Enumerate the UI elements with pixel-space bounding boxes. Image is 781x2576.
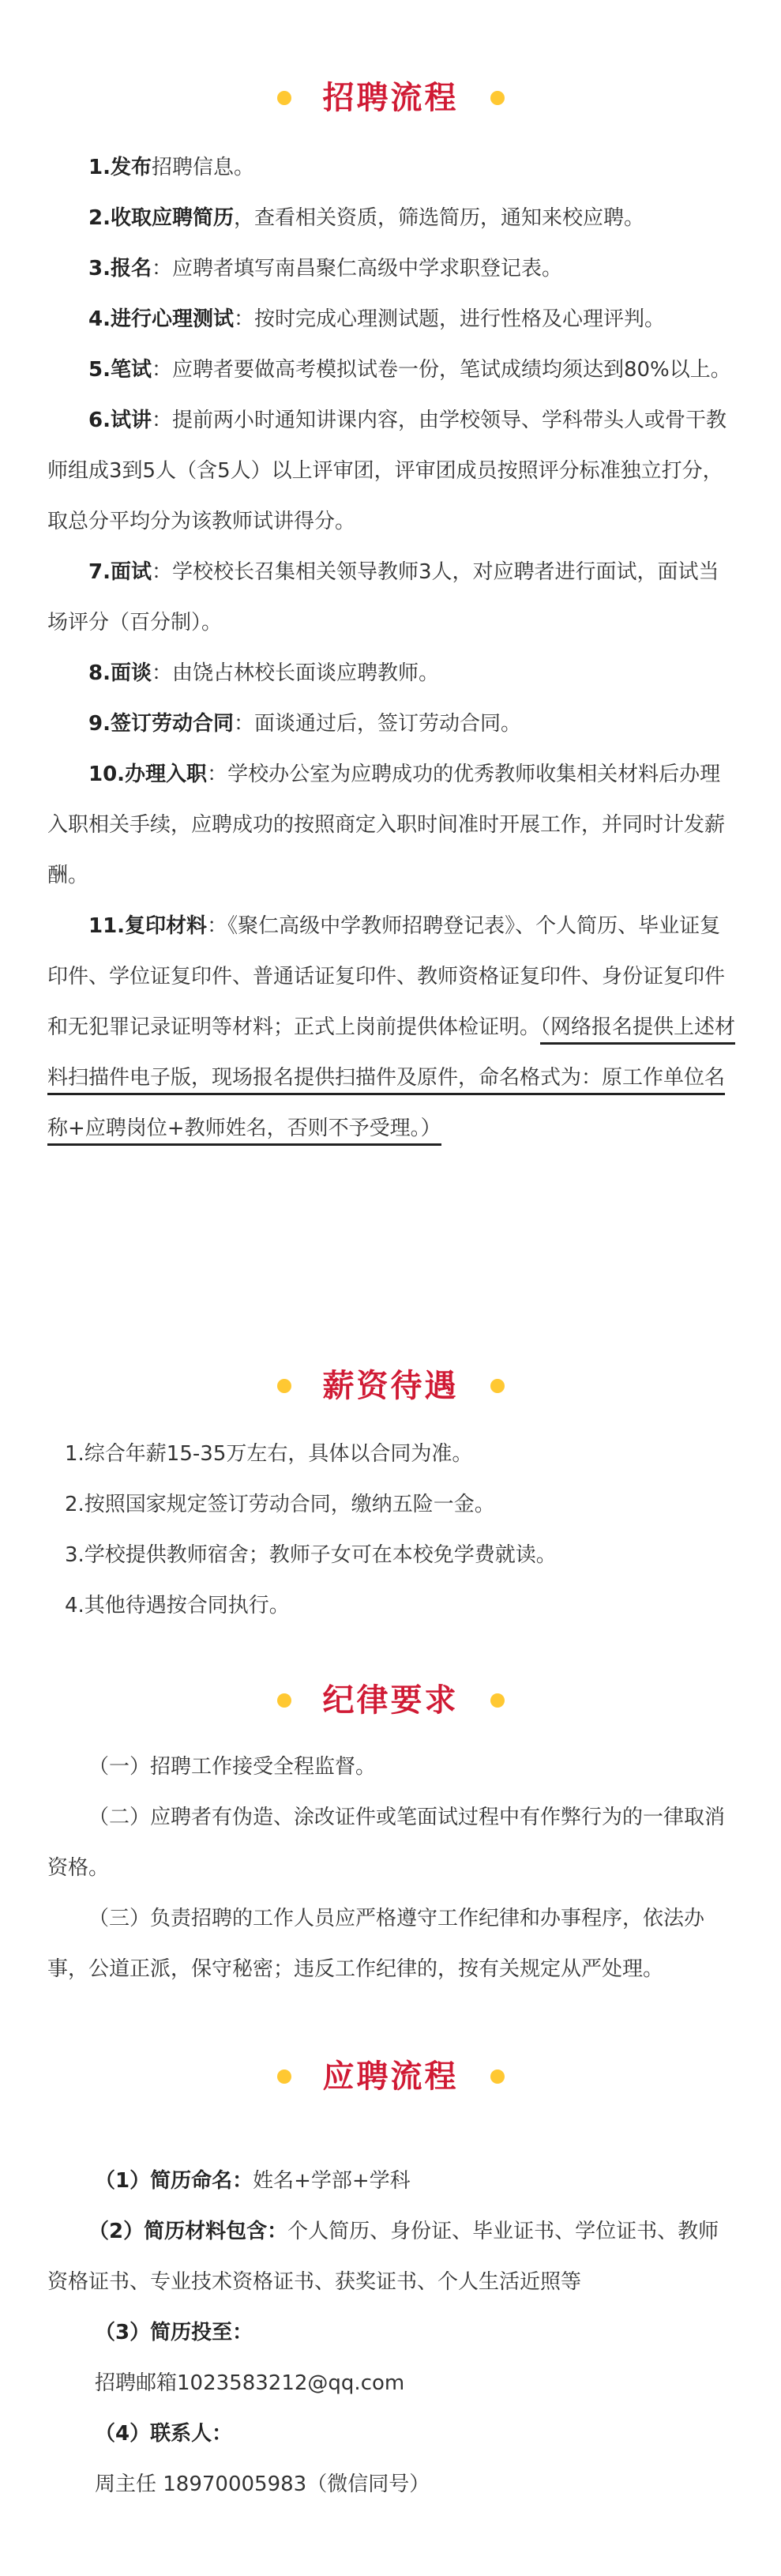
salary-list: [65, 1429, 744, 1631]
process-steps: [47, 142, 738, 1154]
process-step: [47, 699, 738, 749]
section-title: 招聘流程: [322, 80, 459, 116]
bullet-dot-icon: [277, 1693, 291, 1708]
process-step: [47, 547, 738, 648]
bullet-dot-icon: [277, 91, 291, 105]
process-step: [47, 395, 738, 547]
field-label: （1）简历命名：: [95, 2169, 253, 2193]
process-step: [47, 345, 738, 395]
step-text: ：由饶占林校长面谈应聘教师。: [151, 661, 439, 685]
step-text: ，查看相关资质，筛选简历，通知来校应聘。: [233, 206, 644, 230]
resume-materials: [47, 2206, 738, 2307]
step-label: 4.进行心理测试: [88, 307, 234, 331]
step-label: 9.签订劳动合同: [88, 712, 234, 736]
field-label: （2）简历材料包含：: [88, 2220, 288, 2243]
field-label: （4）联系人：: [95, 2422, 233, 2446]
section-heading-apply: [0, 2053, 781, 2100]
step-label: 2.收取应聘简历: [88, 206, 234, 230]
step-label: 10.办理入职: [88, 763, 208, 786]
bullet-dot-icon: [490, 1379, 505, 1393]
bullet-dot-icon: [490, 2069, 505, 2084]
bullet-dot-icon: [277, 1379, 291, 1393]
step-text: 招聘信息。: [151, 156, 254, 179]
step-label: 5.笔试: [88, 358, 152, 382]
field-value: 个人简历、身份证、毕业证书、学位证书、教师资格证书、专业技术资格证书、获奖证书、个人生活近照等: [47, 2220, 719, 2294]
step-text: ：提前两小时通知讲课内容，由学校领导、学科带头人或骨干教师组成3到5人（含5人）以上评审团，评审团成员按照评分标准独立打分，取总分平均分为该教师试讲得分。: [47, 409, 727, 533]
resume-naming: [47, 2156, 738, 2206]
process-note: （网络报名提供上述材料扫描件电子版，现场报名提供扫描件及原件，命名格式为：原工作单位名称+应聘岗位+教师姓名，否则不予受理。）: [47, 1015, 735, 1146]
list-item: （二）应聘者有伪造、涂改证件或笔面试过程中有作弊行为的一律取消资格。: [47, 1806, 726, 1880]
apply-info: [47, 2156, 738, 2510]
section-title: 纪律要求: [322, 1682, 459, 1719]
process-step: [47, 648, 738, 699]
list-item: （一）招聘工作接受全程监督。: [88, 1755, 377, 1779]
section-title: 薪资待遇: [322, 1368, 459, 1404]
bullet-dot-icon: [277, 2069, 291, 2084]
contact-label: [47, 2408, 738, 2459]
step-text: ：面谈通过后，签订劳动合同。: [233, 712, 521, 736]
process-step: [47, 142, 738, 193]
list-item: 4.其他待遇按合同执行。: [65, 1594, 290, 1618]
process-step: [47, 294, 738, 345]
process-step: [47, 901, 738, 1154]
step-label: 6.试讲: [88, 409, 152, 432]
discipline-list: [47, 1742, 738, 1994]
step-text: ：学校校长召集相关领导教师3人，对应聘者进行面试，面试当场评分（百分制）。: [47, 560, 719, 635]
process-step: [47, 243, 738, 294]
step-text: ：学校办公室为应聘成功的优秀教师收集相关材料后办理入职相关手续，应聘成功的按照商定入职时间准时开展工作，并同时计发薪酬。: [47, 763, 726, 887]
step-label: 1.发布: [88, 156, 152, 179]
section-title: 应聘流程: [322, 2058, 459, 2095]
list-item: 2.按照国家规定签订劳动合同，缴纳五险一金。: [65, 1493, 495, 1516]
submit-label: [47, 2307, 738, 2358]
field-value: 姓名+学部+学科: [253, 2169, 411, 2193]
process-step: [47, 749, 738, 901]
process-step: [47, 193, 738, 243]
step-text: ：按时完成心理测试题，进行性格及心理评判。: [233, 307, 665, 331]
section-heading-process: [0, 74, 781, 122]
section-heading-salary: [0, 1362, 781, 1410]
step-label: 3.报名: [88, 257, 152, 281]
field-label: （3）简历投至：: [95, 2321, 253, 2344]
list-item: 3.学校提供教师宿舍；教师子女可在本校免学费就读。: [65, 1543, 557, 1567]
step-text: ：《聚仁高级中学教师招聘登记表》、个人简历、毕业证复印件、学位证复印件、普通话证复印件、教师资格证复印件、身份证复印件和无犯罪记录证明等材料；正式上岗前提供体检证明。: [47, 914, 726, 1039]
step-label: 8.面谈: [88, 661, 152, 685]
list-item: 1.综合年薪15-35万左右，具体以合同为准。: [65, 1442, 473, 1466]
step-text: ：应聘者要做高考模拟试卷一份，笔试成绩均须达到80%以上。: [151, 358, 731, 382]
section-heading-discipline: [0, 1677, 781, 1724]
bullet-dot-icon: [490, 1693, 505, 1708]
recruit-email: 招聘邮箱1023583212@qq.com: [95, 2371, 405, 2395]
list-item: （三）负责招聘的工作人员应严格遵守工作纪律和办事程序，依法办事，公道正派，保守秘密；违反工作纪律的，按有关规定从严处理。: [47, 1907, 705, 1981]
bullet-dot-icon: [490, 91, 505, 105]
contact-person: 周主任 18970005983（微信同号）: [95, 2472, 430, 2496]
step-text: ：应聘者填写南昌聚仁高级中学求职登记表。: [151, 257, 562, 281]
step-label: 7.面试: [88, 560, 152, 584]
step-label: 11.复印材料: [88, 914, 208, 938]
